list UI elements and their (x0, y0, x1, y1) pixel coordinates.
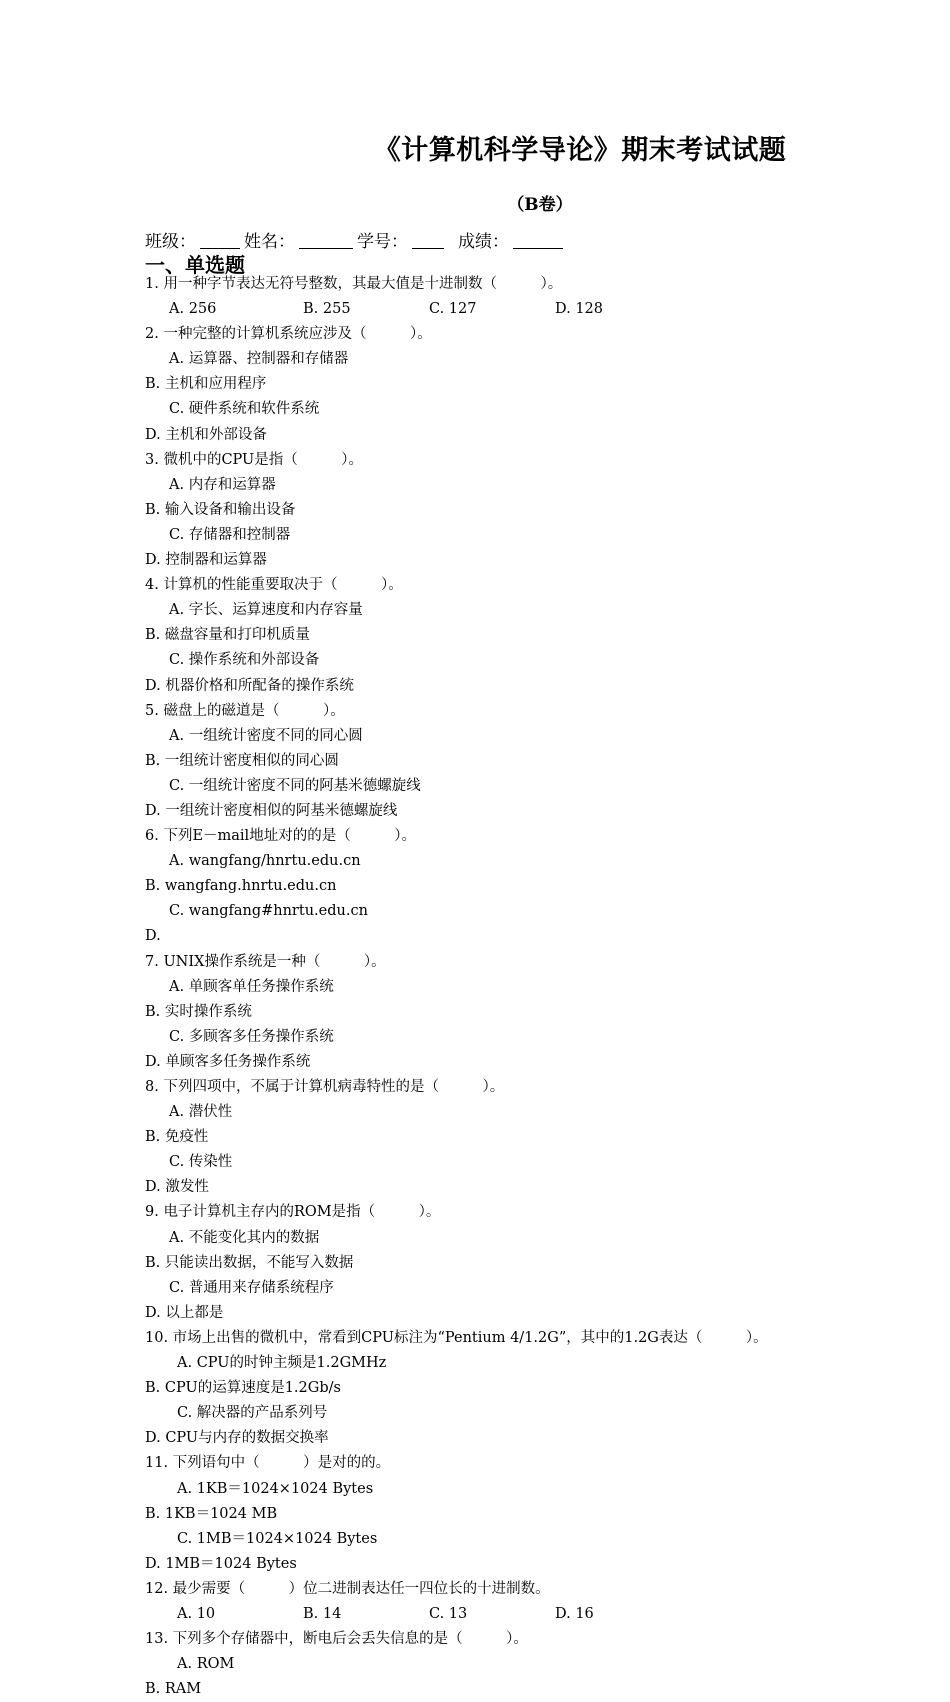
answer-option[interactable]: A. 单顾客单任务操作系统 (169, 978, 334, 995)
answer-option[interactable]: B. 14 (303, 1605, 342, 1622)
answer-option[interactable]: C. 硬件系统和软件系统 (169, 401, 320, 418)
answer-option[interactable]: B. 输入设备和输出设备 (145, 501, 296, 518)
question-options (145, 598, 795, 698)
answer-option[interactable]: A. ROM (177, 1656, 235, 1673)
question-stem: 12. 最少需要（ ）位二进制表达任一四位长的十进制数。 (145, 1580, 550, 1597)
answer-option[interactable]: C. 一组统计密度不同的阿基米德螺旋线 (169, 777, 421, 794)
question-list (145, 272, 795, 1702)
question-options (145, 1100, 795, 1200)
name-label: 姓名： (244, 232, 295, 252)
answer-option[interactable]: D. 一组统计密度相似的阿基米德螺旋线 (145, 802, 398, 819)
answer-option[interactable]: C. wangfang#hnrtu.edu.cn (169, 903, 368, 920)
answer-option[interactable]: B. 实时操作系统 (145, 1003, 252, 1020)
answer-option[interactable]: A. 256 (169, 301, 217, 318)
answer-option[interactable]: D. CPU与内存的数据交换率 (145, 1430, 329, 1447)
question-stem: 6. 下列E－mail地址对的的是（ ）。 (145, 828, 416, 845)
answer-option[interactable]: B. 一组统计密度相似的同心圆 (145, 752, 339, 769)
answer-option[interactable]: D. 激发性 (145, 1179, 209, 1196)
question-stem: 9. 电子计算机主存内的ROM是指（ ）。 (145, 1204, 441, 1221)
name-blank[interactable] (299, 232, 353, 249)
answer-option[interactable]: D. 单顾客多任务操作系统 (145, 1053, 311, 1070)
answer-option[interactable]: B. 主机和应用程序 (145, 376, 267, 393)
question-options (145, 1602, 795, 1627)
answer-option[interactable]: C. 存储器和控制器 (169, 526, 291, 543)
question-stem: 8. 下列四项中，不属于计算机病毒特性的是（ ）。 (145, 1079, 505, 1095)
answer-option[interactable]: A. wangfang/hnrtu.edu.cn (169, 853, 361, 870)
answer-option[interactable]: A. 内存和运算器 (169, 476, 276, 493)
question-options (145, 347, 795, 447)
question-stem: 10. 市场上出售的微机中，常看到CPU标注为“Pentium 4/1.2G”，其中的1.2G表达（ ）。 (145, 1329, 768, 1346)
question-options (145, 1226, 795, 1326)
class-blank[interactable] (200, 232, 240, 249)
answer-option[interactable]: D. 以上都是 (145, 1304, 224, 1321)
question-stem: 2. 一种完整的计算机系统应涉及（ ）。 (145, 326, 432, 343)
answer-option[interactable]: A. 10 (177, 1605, 216, 1622)
question-options (145, 1351, 795, 1451)
answer-option[interactable]: B. 255 (303, 301, 351, 318)
question-stem: 1. 用一种字节表达无符号整数，其最大值是十进制数（ ）。 (145, 276, 563, 292)
question-options (145, 473, 795, 573)
answer-option[interactable]: D. 1MB＝1024 Bytes (145, 1555, 297, 1572)
answer-option[interactable]: A. 不能变化其内的数据 (169, 1229, 320, 1246)
answer-option[interactable]: A. CPU的时钟主频是1.2GMHz (177, 1355, 387, 1372)
answer-option[interactable]: C. 传染性 (169, 1154, 233, 1171)
question-stem: 7. UNIX操作系统是一种（ ）。 (145, 953, 386, 970)
answer-option[interactable]: C. 127 (429, 301, 477, 318)
answer-option[interactable]: D. (145, 928, 161, 945)
question-options (145, 724, 795, 824)
question-stem: 11. 下列语句中（ ）是对的的。 (145, 1455, 391, 1472)
answer-option[interactable]: B. 只能读出数据，不能写入数据 (145, 1254, 354, 1271)
answer-option[interactable]: B. RAM (145, 1681, 202, 1698)
answer-option[interactable]: D. 机器价格和所配备的操作系统 (145, 677, 354, 694)
answer-option[interactable]: B. 磁盘容量和打印机质量 (145, 627, 310, 644)
question-options (145, 849, 795, 949)
question-stem: 4. 计算机的性能重要取决于（ ）。 (145, 577, 403, 594)
answer-option[interactable]: B. CPU的运算速度是1.2Gb/s (145, 1380, 341, 1397)
paper-version: （B卷） (507, 195, 573, 215)
answer-option[interactable]: B. 免疫性 (145, 1129, 209, 1146)
answer-option[interactable]: D. 128 (555, 301, 604, 318)
answer-option[interactable]: D. 16 (555, 1605, 594, 1622)
answer-option[interactable]: A. 字长、运算速度和内存容量 (169, 602, 363, 619)
class-label: 班级： (145, 232, 196, 252)
answer-option[interactable]: C. 多顾客多任务操作系统 (169, 1028, 334, 1045)
page-title: 《计算机科学导论》期末考试试题 (373, 135, 787, 166)
question-options (145, 297, 795, 322)
id-blank[interactable] (412, 232, 444, 249)
id-label: 学号： (357, 232, 408, 252)
answer-option[interactable]: C. 解决器的产品系列号 (177, 1405, 328, 1422)
answer-option[interactable]: A. 1KB＝1024×1024 Bytes (177, 1480, 374, 1497)
answer-option[interactable]: D. 主机和外部设备 (145, 426, 267, 443)
question-stem: 13. 下列多个存储器中，断电后会丢失信息的是（ ）。 (145, 1631, 528, 1648)
answer-option[interactable]: B. wangfang.hnrtu.edu.cn (145, 878, 337, 895)
section-heading: 一、单选题 (145, 253, 245, 277)
question-options (145, 1477, 795, 1577)
answer-option[interactable]: C. 操作系统和外部设备 (169, 652, 320, 669)
answer-option[interactable]: A. 一组统计密度不同的同心圆 (169, 727, 363, 744)
question-stem: 5. 磁盘上的磁道是（ ）。 (145, 702, 345, 719)
question-stem: 3. 微机中的CPU是指（ ）。 (145, 451, 364, 468)
question-options (145, 1652, 795, 1702)
answer-option[interactable]: A. 潜伏性 (169, 1104, 233, 1121)
answer-option[interactable]: B. 1KB＝1024 MB (145, 1505, 278, 1522)
answer-option[interactable]: A. 运算器、控制器和存储器 (169, 351, 349, 368)
answer-option[interactable]: C. 1MB＝1024×1024 Bytes (177, 1530, 378, 1547)
score-label: 成绩： (458, 232, 509, 252)
question-options (145, 975, 795, 1075)
answer-option[interactable]: C. 13 (429, 1605, 468, 1622)
answer-option[interactable]: C. 普通用来存储系统程序 (169, 1279, 334, 1296)
score-blank[interactable] (513, 232, 563, 249)
answer-option[interactable]: D. 控制器和运算器 (145, 552, 267, 569)
